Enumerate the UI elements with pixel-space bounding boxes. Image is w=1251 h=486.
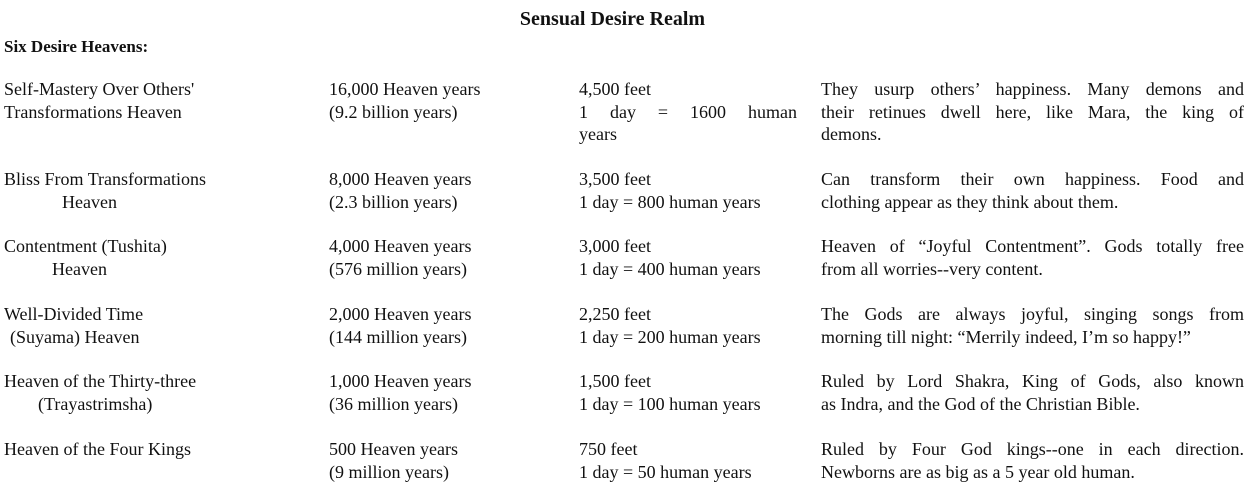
heaven-description [821,235,1244,280]
heaven-name [4,235,304,280]
heaven-name [4,78,304,123]
heaven-name-line: Heaven [52,258,107,279]
duration-human-years: (144 million years) [329,326,467,347]
description-line: Newborns are as big as a 5 year old human. [821,461,1135,482]
heaven-description [821,78,1244,146]
duration-human-years: (9.2 billion years) [329,101,458,122]
heaven-duration [329,370,559,415]
heaven-height [579,370,797,415]
duration-human-years: (576 million years) [329,258,467,279]
heaven-duration [329,168,559,213]
heaven-duration [329,235,559,280]
heaven-duration [329,78,559,123]
height-feet: 3,500 feet [579,169,651,189]
description-line: from all worries--very content. [821,258,1043,279]
description-line: Ruled by Four God kings--one in each direction. [821,439,1244,459]
description-line: They usurp others’ happiness. Many demons and [821,79,1244,99]
description-line: The Gods are always joyful, singing songs from [821,304,1244,324]
duration-heaven-years: 2,000 Heaven years [329,304,472,324]
description-line: Heaven of “Joyful Contentment”. Gods totally free [821,236,1244,256]
description-line: morning till night: “Merrily indeed, I’m so happy!” [821,326,1191,347]
heaven-height [579,438,797,483]
height-feet: 2,250 feet [579,304,651,324]
duration-heaven-years: 16,000 Heaven years [329,79,481,99]
heaven-name [4,370,304,415]
heaven-description [821,303,1244,348]
description-line: demons. [821,124,882,144]
day-ratio: 1 day = 100 human years [579,393,761,414]
heaven-name-line: Transformations Heaven [4,101,182,122]
heaven-name-line: Heaven [62,191,117,212]
height-feet: 750 feet [579,439,638,459]
heaven-name-line: Self-Mastery Over Others' [4,79,195,99]
heaven-name [4,438,304,461]
duration-human-years: (36 million years) [329,393,458,414]
day-ratio: 1 day = 50 human years [579,461,752,482]
description-line: clothing appear as they think about them. [821,191,1119,212]
description-line: Ruled by Lord Shakra, King of Gods, also known [821,371,1244,391]
height-feet: 4,500 feet [579,79,651,99]
height-feet: 3,000 feet [579,236,651,256]
heaven-name [4,168,304,213]
duration-human-years: (2.3 billion years) [329,191,458,212]
description-line: Can transform their own happiness. Food and [821,169,1244,189]
heaven-name-line: Heaven of the Thirty-three [4,371,197,391]
heaven-name-line: Heaven of the Four Kings [4,439,191,459]
duration-heaven-years: 1,000 Heaven years [329,371,472,391]
heaven-height [579,78,797,146]
heaven-name-line: Well-Divided Time [4,304,144,324]
day-ratio: 1 day = 1600 human [579,101,797,122]
heaven-name-line: Contentment (Tushita) [4,236,167,256]
heaven-name-line: (Trayastrimsha) [38,393,153,414]
heaven-description [821,370,1244,415]
heaven-height [579,303,797,348]
day-ratio: 1 day = 200 human years [579,326,761,347]
heaven-description [821,168,1244,213]
heaven-height [579,235,797,280]
height-feet: 1,500 feet [579,371,651,391]
day-ratio-continued: years [579,124,617,144]
heaven-name-line: Bliss From Transformations [4,169,207,189]
heaven-name [4,303,304,348]
heaven-description [821,438,1244,483]
description-line: their retinues dwell here, like Mara, the king of [821,101,1244,122]
heaven-duration [329,438,559,483]
description-line: as Indra, and the God of the Christian Bible. [821,393,1140,414]
heaven-name-line: (Suyama) Heaven [10,326,140,347]
day-ratio: 1 day = 400 human years [579,258,761,279]
duration-heaven-years: 4,000 Heaven years [329,236,472,256]
heaven-height [579,168,797,213]
day-ratio: 1 day = 800 human years [579,191,761,212]
duration-heaven-years: 500 Heaven years [329,439,458,459]
duration-human-years: (9 million years) [329,461,449,482]
page-title: Sensual Desire Realm [519,8,706,30]
heaven-duration [329,303,559,348]
duration-heaven-years: 8,000 Heaven years [329,169,472,189]
section-heading: Six Desire Heavens: [4,37,149,56]
